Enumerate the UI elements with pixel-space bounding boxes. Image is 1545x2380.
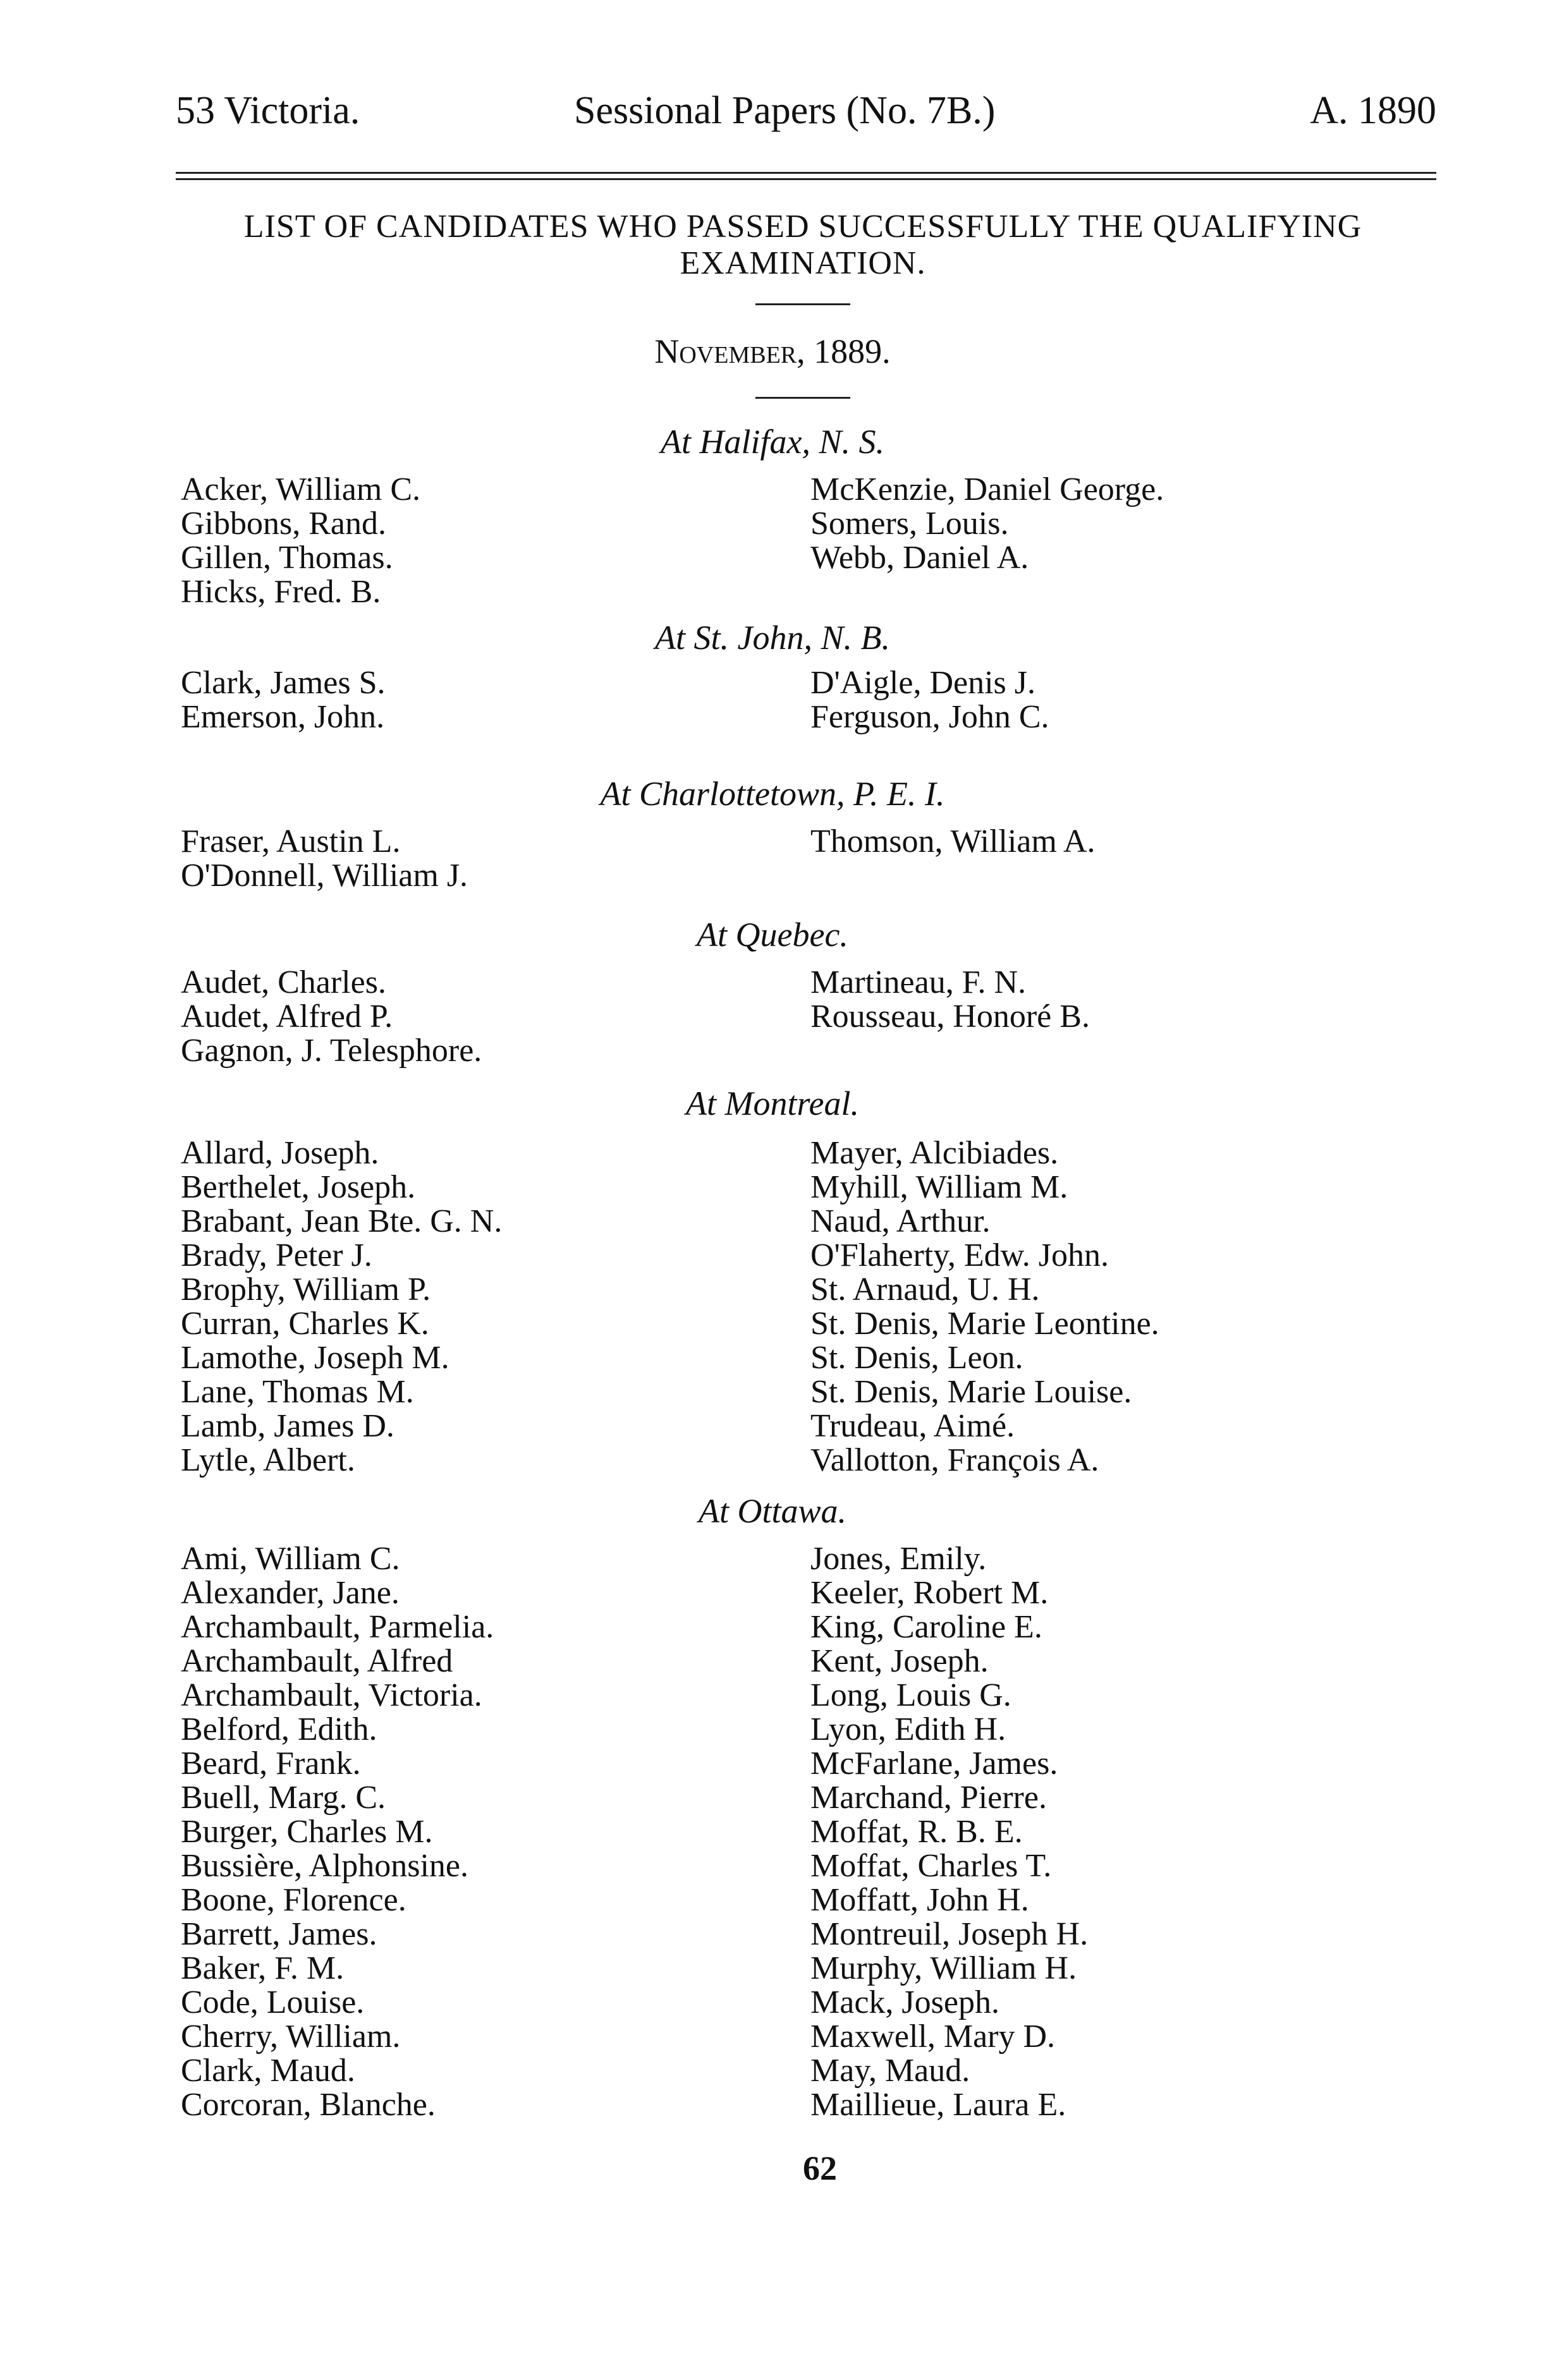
names-column-left bbox=[181, 473, 420, 609]
location-heading: At Ottawa. bbox=[698, 1492, 846, 1530]
names-column-left bbox=[181, 1136, 502, 1478]
candidate-name: Keeler, Robert M. bbox=[810, 1575, 1049, 1611]
candidate-name: D'Aigle, Denis J. bbox=[810, 665, 1036, 701]
candidate-name: Curran, Charles K. bbox=[181, 1306, 429, 1342]
candidate-name: St. Arnaud, U. H. bbox=[810, 1272, 1040, 1308]
candidate-name: Moffatt, John H. bbox=[810, 1882, 1029, 1918]
candidate-name: Emerson, John. bbox=[181, 699, 385, 735]
candidate-name: Gibbons, Rand. bbox=[181, 506, 386, 542]
candidate-name: Vallotton, François A. bbox=[810, 1442, 1099, 1478]
names-column-left bbox=[181, 825, 468, 893]
candidate-name: Brophy, William P. bbox=[181, 1272, 431, 1308]
candidate-name: Audet, Alfred P. bbox=[181, 999, 393, 1035]
title-divider bbox=[755, 303, 850, 305]
candidate-name: King, Caroline E. bbox=[810, 1609, 1042, 1645]
candidate-name: Hicks, Fred. B. bbox=[181, 574, 381, 610]
candidate-name: Mayer, Alcibiades. bbox=[810, 1135, 1059, 1171]
candidate-name: Belford, Edith. bbox=[181, 1711, 377, 1747]
candidate-name: Archambault, Alfred bbox=[181, 1643, 453, 1679]
exam-month: November bbox=[654, 332, 797, 370]
candidate-name: Gagnon, J. Telesphore. bbox=[181, 1033, 482, 1069]
candidate-name: Archambault, Victoria. bbox=[181, 1677, 482, 1713]
candidate-name: Kent, Joseph. bbox=[810, 1643, 989, 1679]
candidate-name: Mack, Joseph. bbox=[810, 1984, 999, 2020]
candidate-name: Brady, Peter J. bbox=[181, 1237, 372, 1273]
header-rule-bottom bbox=[176, 178, 1436, 180]
candidate-name: Barrett, James. bbox=[181, 1916, 377, 1952]
candidate-name: Moffat, Charles T. bbox=[810, 1848, 1052, 1884]
candidate-name: Beard, Frank. bbox=[181, 1746, 361, 1782]
candidate-name: Ami, William C. bbox=[181, 1541, 400, 1577]
candidate-name: St. Denis, Marie Louise. bbox=[810, 1374, 1132, 1410]
names-column-right bbox=[810, 966, 1090, 1034]
candidate-name: Lyon, Edith H. bbox=[810, 1711, 1006, 1747]
page-title: LIST OF CANDIDATES WHO PASSED SUCCESSFULLY THE QUALIFYING EXAMINATION. bbox=[243, 209, 1362, 281]
header-session: 53 Victoria. bbox=[176, 89, 360, 132]
names-column-right bbox=[810, 1542, 1088, 2122]
candidate-name: Webb, Daniel A. bbox=[810, 540, 1029, 576]
location-heading: At St. John, N. B. bbox=[655, 619, 890, 657]
candidate-name: Lytle, Albert. bbox=[181, 1442, 355, 1478]
candidate-name: Allard, Joseph. bbox=[181, 1135, 379, 1171]
candidate-name: Baker, F. M. bbox=[181, 1950, 345, 1986]
candidate-name: Jones, Emily. bbox=[810, 1541, 987, 1577]
candidate-name: Somers, Louis. bbox=[810, 506, 1009, 542]
page-number: 62 bbox=[803, 2149, 837, 2187]
candidate-name: St. Denis, Marie Leontine. bbox=[810, 1306, 1159, 1342]
candidate-name: O'Donnell, William J. bbox=[181, 858, 468, 894]
candidate-name: Long, Louis G. bbox=[810, 1677, 1011, 1713]
candidate-name: Bussière, Alphonsine. bbox=[181, 1848, 468, 1884]
candidate-name: Buell, Marg. C. bbox=[181, 1780, 386, 1816]
candidate-name: McKenzie, Daniel George. bbox=[810, 471, 1164, 507]
candidate-name: Lamb, James D. bbox=[181, 1408, 394, 1444]
exam-date bbox=[0, 332, 1545, 371]
exam-year: , 1889. bbox=[797, 332, 891, 370]
names-column-left bbox=[181, 966, 482, 1068]
names-column-right bbox=[810, 825, 1096, 859]
names-column-left bbox=[181, 1542, 494, 2122]
names-column-right bbox=[810, 1136, 1159, 1478]
location-heading: At Halifax, N. S. bbox=[661, 423, 884, 461]
candidate-name: Maxwell, Mary D. bbox=[810, 2019, 1056, 2055]
candidate-name: Cherry, William. bbox=[181, 2019, 401, 2055]
candidate-name: Myhill, William M. bbox=[810, 1169, 1068, 1205]
candidate-name: Boone, Florence. bbox=[181, 1882, 406, 1918]
candidate-name: Rousseau, Honoré B. bbox=[810, 999, 1090, 1035]
candidate-name: Lane, Thomas M. bbox=[181, 1374, 414, 1410]
candidate-name: Martineau, F. N. bbox=[810, 964, 1026, 1000]
candidate-name: Archambault, Parmelia. bbox=[181, 1609, 494, 1645]
candidate-name: Montreuil, Joseph H. bbox=[810, 1916, 1089, 1952]
candidate-name: Alexander, Jane. bbox=[181, 1575, 400, 1611]
header-year: A. 1890 bbox=[1310, 89, 1436, 132]
candidate-name: Clark, James S. bbox=[181, 665, 386, 701]
location-heading: At Quebec. bbox=[697, 916, 848, 954]
date-divider bbox=[755, 397, 850, 399]
candidate-name: Thomson, William A. bbox=[810, 823, 1096, 859]
page-header bbox=[176, 88, 1436, 139]
location-heading: At Charlottetown, P. E. I. bbox=[600, 775, 945, 813]
candidate-name: Audet, Charles. bbox=[181, 964, 386, 1000]
header-papers: Sessional Papers (No. 7B.) bbox=[574, 89, 996, 132]
candidate-name: Marchand, Pierre. bbox=[810, 1780, 1047, 1816]
candidate-name: Maillieue, Laura E. bbox=[810, 2087, 1066, 2123]
candidate-name: Berthelet, Joseph. bbox=[181, 1169, 416, 1205]
names-column-right bbox=[810, 666, 1049, 734]
candidate-name: St. Denis, Leon. bbox=[810, 1340, 1023, 1376]
names-column-left bbox=[181, 666, 386, 734]
names-column-right bbox=[810, 473, 1164, 575]
candidate-name: Trudeau, Aimé. bbox=[810, 1408, 1015, 1444]
candidate-name: Brabant, Jean Bte. G. N. bbox=[181, 1203, 503, 1239]
candidate-name: Ferguson, John C. bbox=[810, 699, 1049, 735]
candidate-name: Code, Louise. bbox=[181, 1984, 365, 2020]
candidate-name: Naud, Arthur. bbox=[810, 1203, 991, 1239]
candidate-name: Murphy, William H. bbox=[810, 1950, 1077, 1986]
candidate-name: Lamothe, Joseph M. bbox=[181, 1340, 449, 1376]
location-heading: At Montreal. bbox=[686, 1084, 859, 1122]
candidate-name: Fraser, Austin L. bbox=[181, 823, 401, 859]
candidate-name: O'Flaherty, Edw. John. bbox=[810, 1237, 1109, 1273]
candidate-name: Burger, Charles M. bbox=[181, 1814, 433, 1850]
candidate-name: Acker, William C. bbox=[181, 471, 421, 507]
candidate-name: May, Maud. bbox=[810, 2053, 970, 2089]
candidate-name: Clark, Maud. bbox=[181, 2053, 355, 2089]
candidate-name: Corcoran, Blanche. bbox=[181, 2087, 436, 2123]
candidate-name: Gillen, Thomas. bbox=[181, 540, 393, 576]
candidate-name: McFarlane, James. bbox=[810, 1746, 1058, 1782]
candidate-name: Moffat, R. B. E. bbox=[810, 1814, 1023, 1850]
header-rule-top bbox=[176, 172, 1436, 174]
